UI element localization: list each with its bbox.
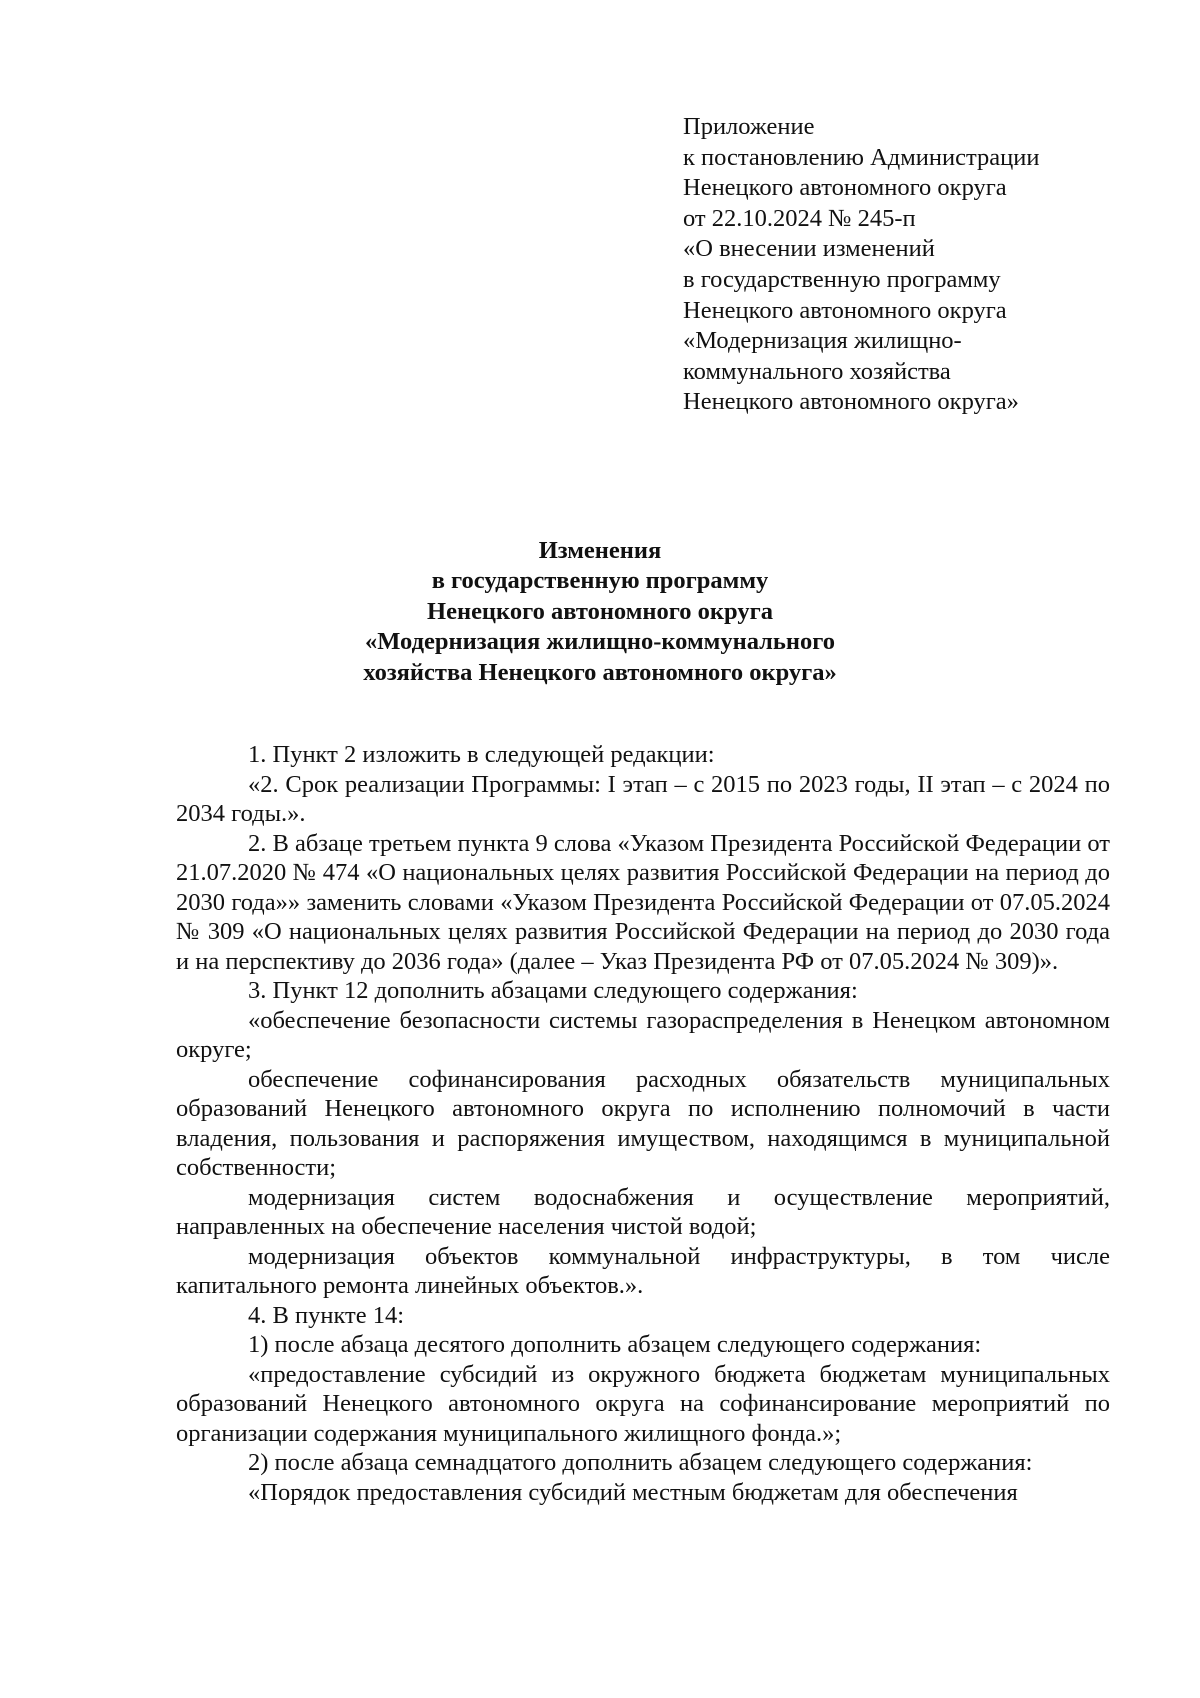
appendix-line: Ненецкого автономного округа [683,174,1007,202]
title-line: в государственную программу [431,567,769,595]
body-paragraph: 4. В пункте 14: [248,1301,405,1329]
appendix-line: Ненецкого автономного округа» [683,388,1019,416]
body-paragraph: 2) после абзаца семнадцатого дополнить абзацем следующего содержания: [248,1449,1033,1476]
body-paragraph: «предоставление субсидий из окружного бюджета бюджетам муниципальных образований Ненецкого автономного округа на софинансирование мероприятий по организации содержания муниципального жилищного фонда.»; [176,1360,1110,1447]
document-body [176,740,1110,1507]
appendix-line: Приложение [683,113,815,140]
body-paragraph: 1. Пункт 2 изложить в следующей редакции: [248,741,715,768]
body-paragraph: 1) после абзаца десятого дополнить абзацем следующего содержания: [248,1331,982,1358]
appendix-line: коммунального хозяйства [683,357,951,385]
body-paragraph: обеспечение софинансирования расходных обязательств муниципальных образований Ненецкого автономного округа по исполнению полномочий в части владения, пользования и распоряжения имуществом, находящимся в муниципальной собственности; [176,1065,1110,1181]
document-title [0,536,1200,688]
appendix-line: «Модернизация жилищно- [683,327,962,355]
body-paragraph: 2. В абзаце третьем пункта 9 слова «Указом Президента Российской Федерации от 21.07.2020 № 474 «О национальных целях развития Российской Федерации на период до 2030 года»» заменить словами «Указом Президента Российской Федерации от 07.05.2024 № 309 «О национальных целях развития Российской Федерации на период до 2030 года и на перспективу до 2036 года» (далее – Указ Президента РФ от 07.05.2024 № 309)». [176,829,1110,975]
appendix-line: к постановлению Администрации [683,143,1040,171]
title-line: Ненецкого автономного округа [427,597,773,625]
title-line: хозяйства Ненецкого автономного округа» [363,658,837,686]
appendix-line: «О внесении изменений [683,235,935,263]
body-paragraph: «обеспечение безопасности системы газораспределения в Ненецком автономном округе; [176,1006,1110,1063]
appendix-header [683,112,1153,418]
appendix-line: Ненецкого автономного округа [683,296,1007,324]
title-line: «Модернизация жилищно-коммунального [365,628,835,656]
body-paragraph: модернизация систем водоснабжения и осуществление мероприятий, направленных на обеспечение населения чистой водой; [176,1183,1110,1240]
body-paragraph: «2. Срок реализации Программы: I этап – с 2015 по 2023 годы, II этап – с 2024 по 2034 годы.». [176,770,1110,827]
appendix-line: от 22.10.2024 № 245-п [683,204,916,232]
appendix-line: в государственную программу [683,265,1001,293]
body-paragraph: модернизация объектов коммунальной инфраструктуры, в том числе капитального ремонта линейных объектов.». [176,1242,1110,1299]
body-paragraph: «Порядок предоставления субсидий местным бюджетам для обеспечения [248,1478,1018,1506]
title-line: Изменения [538,537,662,564]
body-paragraph: 3. Пункт 12 дополнить абзацами следующего содержания: [248,977,858,1004]
